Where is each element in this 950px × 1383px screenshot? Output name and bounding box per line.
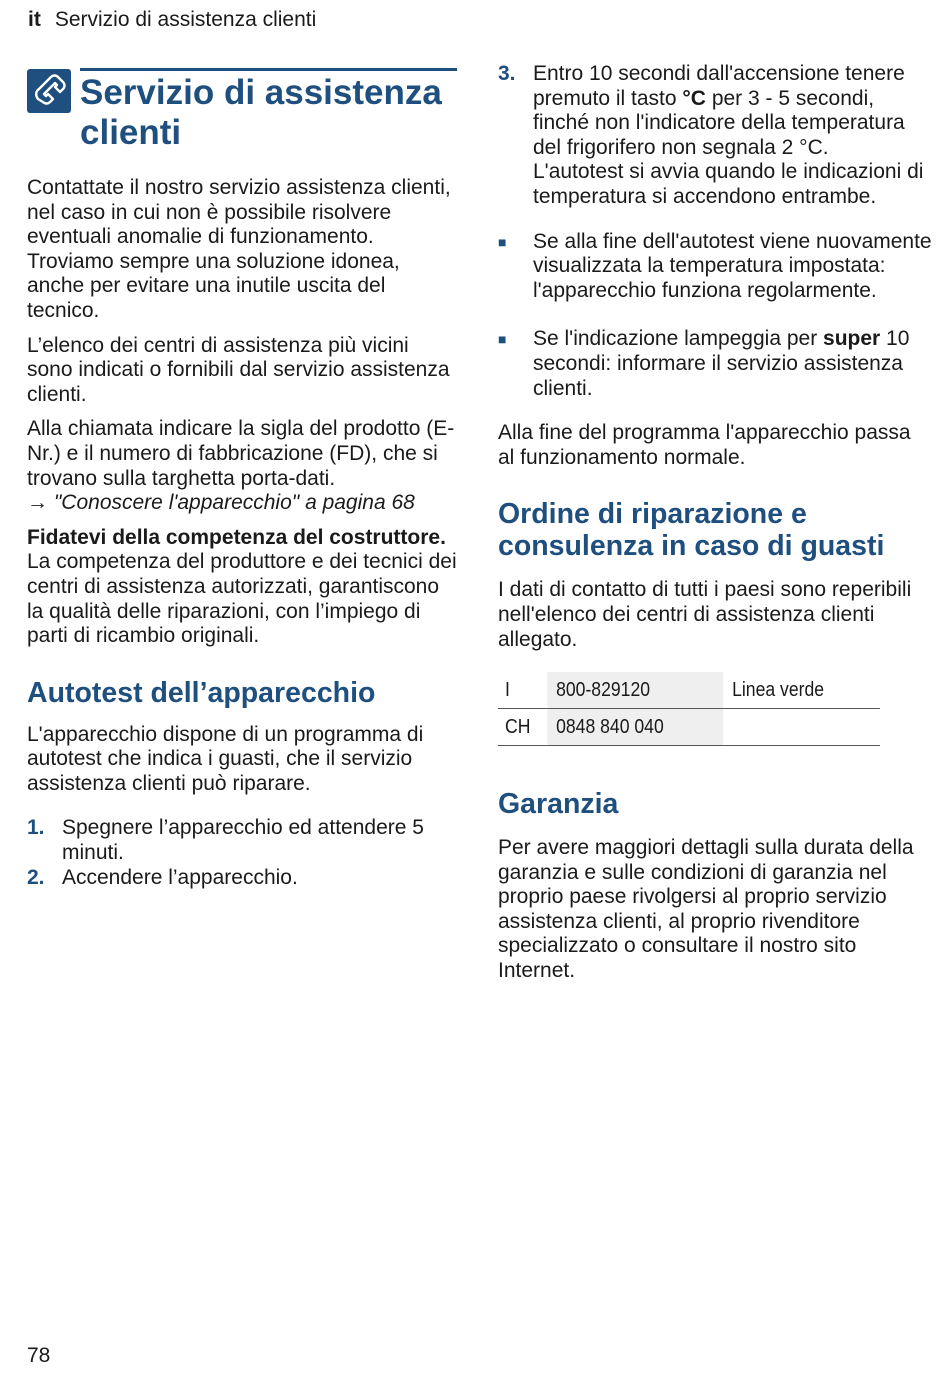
step-3-text bbox=[533, 62, 932, 160]
warranty-heading: Garanzia bbox=[498, 788, 619, 821]
super-key: super bbox=[823, 327, 881, 351]
list-item bbox=[498, 327, 932, 401]
celsius-key: °C bbox=[682, 86, 706, 110]
section-title bbox=[27, 68, 457, 153]
call-paragraph: Alla chiamata indicare la sigla del prodotto (E-Nr.) e il numero di fabbricazione (FD), che si trovano sulla targhetta porta-dati. bbox=[27, 417, 455, 490]
note-cell: Linea verde bbox=[723, 672, 880, 709]
step-3-part-b: per 3 - 5 secondi, finché non l'indicatore della temperatura del frigorifero non segnala 2 °C. bbox=[533, 86, 905, 159]
step-number: 1. bbox=[27, 816, 45, 840]
left-column bbox=[27, 68, 457, 890]
autotest-intro: L'apparecchio dispone di un programma di autotest che indica i guasti, che il servizio assistenza clienti può riparare. bbox=[27, 722, 424, 795]
country-cell: CH bbox=[498, 709, 547, 746]
page-header bbox=[28, 8, 316, 32]
list-item bbox=[27, 866, 457, 891]
table-row bbox=[498, 709, 880, 746]
bullet-text-b: 10 secondi: informare il servizio assistenza clienti. bbox=[533, 327, 910, 400]
square-bullet-icon: ■ bbox=[498, 331, 507, 348]
cross-reference[interactable] bbox=[27, 491, 457, 516]
step-text: Accendere l’apparecchio. bbox=[62, 865, 298, 889]
autotest-heading: Autotest dell’apparecchio bbox=[27, 676, 376, 709]
list-item bbox=[27, 816, 457, 865]
step-3 bbox=[498, 62, 932, 210]
header-section: Servizio di assistenza clienti bbox=[54, 8, 317, 31]
language-code: it bbox=[28, 8, 41, 31]
step-3-part-a: Entro 10 secondi dall'accensione tenere premuto il tasto bbox=[533, 62, 905, 110]
step-3-note: L'autotest si avvia quando le indicazioni di temperatura si accendono entrambe. bbox=[533, 160, 924, 208]
right-column bbox=[498, 62, 932, 984]
steps-list bbox=[27, 816, 457, 890]
phone-icon bbox=[27, 69, 71, 113]
page-title-line1: Servizio di assistenza bbox=[80, 73, 442, 112]
intro-paragraph: Contattate il nostro servizio assistenza clienti, nel caso in cui non è possibile risolvere eventuali anomalie di funzionamento. Troviamo sempre una soluzione idonea, anche per evitare una inutile uscita del tecnico. bbox=[27, 176, 451, 322]
country-cell: I bbox=[498, 672, 547, 709]
page-title-line2: clienti bbox=[80, 113, 182, 152]
page-number: 78 bbox=[27, 1344, 51, 1367]
result-list bbox=[498, 230, 932, 402]
bullet-text-a: Se l'indicazione lampeggia per bbox=[533, 327, 824, 351]
reference-link[interactable]: "Conoscere l'apparecchio" a pagina 68 bbox=[53, 491, 415, 515]
arrow-icon: → bbox=[27, 491, 48, 515]
bullet-text bbox=[533, 327, 932, 401]
trust-bold: Fidatevi della competenza del costruttore. bbox=[27, 525, 446, 549]
step-number: 2. bbox=[27, 865, 45, 889]
note-cell bbox=[723, 709, 880, 746]
table-row bbox=[498, 672, 880, 709]
order-heading: Ordine di riparazione e consulenza in caso di guasti bbox=[498, 498, 885, 563]
list-item bbox=[498, 230, 932, 304]
square-bullet-icon: ■ bbox=[498, 233, 507, 250]
phone-number-cell: 0848 840 040 bbox=[547, 709, 723, 746]
step-text: Spegnere l’apparecchio ed attendere 5 minuti. bbox=[62, 816, 424, 865]
centers-paragraph: L’elenco dei centri di assistenza più vicini sono indicati o fornibili dal servizio assistenza clienti. bbox=[27, 333, 450, 406]
warranty-paragraph: Per avere maggiori dettagli sulla durata della garanzia e sulle condizioni di garanzia nel proprio paese rivolgersi al proprio servizio assistenza clienti, al proprio rivenditore specializzato o consultare il nostro sito Internet. bbox=[498, 836, 914, 983]
bullet-text: Se alla fine dell'autotest viene nuovamente visualizzata la temperatura impostata: l'apparecchio funziona regolarmente. bbox=[533, 229, 932, 302]
order-paragraph: I dati di contatto di tutti i paesi sono reperibili nell'elenco dei centri di assistenza clienti allegato. bbox=[498, 578, 912, 651]
end-program-paragraph: Alla fine del programma l'apparecchio passa al funzionamento normale. bbox=[498, 421, 911, 469]
trust-text: La competenza del produttore e dei tecnici dei centri di assistenza autorizzati, garantiscono la qualità delle riparazioni, con l’impiego di parti di ricambio originali. bbox=[27, 550, 457, 648]
phone-number-cell: 800-829120 bbox=[547, 672, 723, 709]
step-number: 3. bbox=[498, 62, 516, 85]
contact-table bbox=[498, 672, 880, 746]
trust-paragraph bbox=[27, 526, 457, 649]
